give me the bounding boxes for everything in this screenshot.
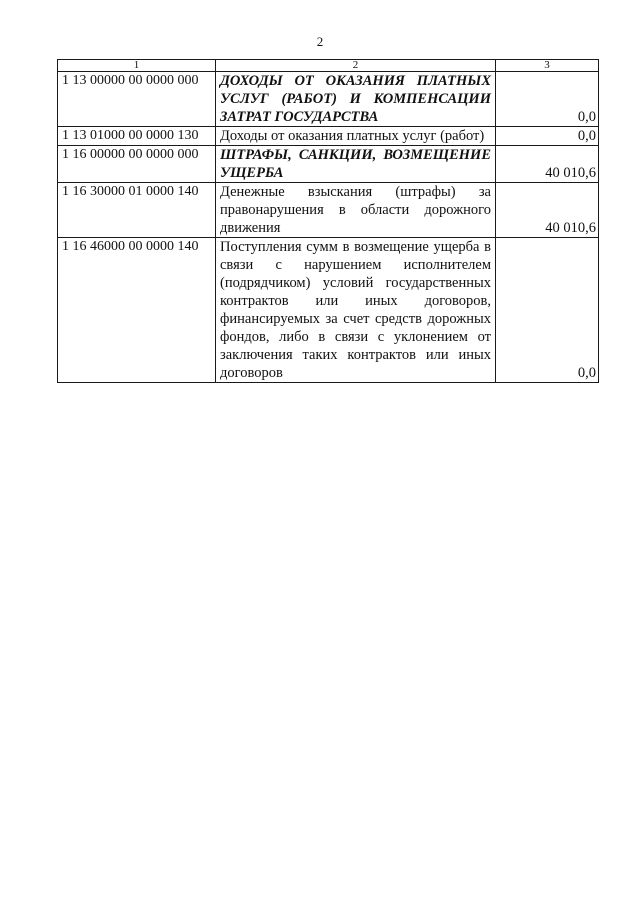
row-code: 1 16 46000 00 0000 140 xyxy=(58,238,216,383)
table-row xyxy=(58,127,599,146)
table-row xyxy=(58,72,599,127)
row-amount: 0,0 xyxy=(496,127,599,146)
row-amount: 40 010,6 xyxy=(496,183,599,238)
table-row xyxy=(58,183,599,238)
table-row xyxy=(58,146,599,183)
row-name: Доходы от оказания платных услуг (работ) xyxy=(216,127,496,146)
row-amount: 40 010,6 xyxy=(496,146,599,183)
row-code: 1 13 01000 00 0000 130 xyxy=(58,127,216,146)
table-row xyxy=(58,238,599,383)
row-amount: 0,0 xyxy=(496,72,599,127)
budget-income-table xyxy=(57,59,599,383)
header-column-3: 3 xyxy=(496,60,599,72)
row-name: ШТРАФЫ, САНКЦИИ, ВОЗМЕЩЕНИЕ УЩЕРБА xyxy=(216,146,496,183)
row-code: 1 13 00000 00 0000 000 xyxy=(58,72,216,127)
row-name: Денежные взыскания (штрафы) за правонарушения в области дорожного движения xyxy=(216,183,496,238)
row-name: ДОХОДЫ ОТ ОКАЗАНИЯ ПЛАТНЫХ УСЛУГ (РАБОТ) И КОМПЕНСАЦИИ ЗАТРАТ ГОСУДАРСТВА xyxy=(216,72,496,127)
row-code: 1 16 30000 01 0000 140 xyxy=(58,183,216,238)
row-code: 1 16 00000 00 0000 000 xyxy=(58,146,216,183)
header-column-1: 1 xyxy=(58,60,216,72)
page-number: 2 xyxy=(316,34,324,49)
header-column-2: 2 xyxy=(216,60,496,72)
row-name: Поступления сумм в возмещение ущерба в связи с нарушением исполнителем (подрядчиком) условий государственных контрактов или иных договоров, финансируемых за счет средств дорожных фондов, либо в связи с уклонением от заключения таких контрактов или иных договоров xyxy=(216,238,496,383)
table-header-row xyxy=(58,60,599,72)
row-amount: 0,0 xyxy=(496,238,599,383)
